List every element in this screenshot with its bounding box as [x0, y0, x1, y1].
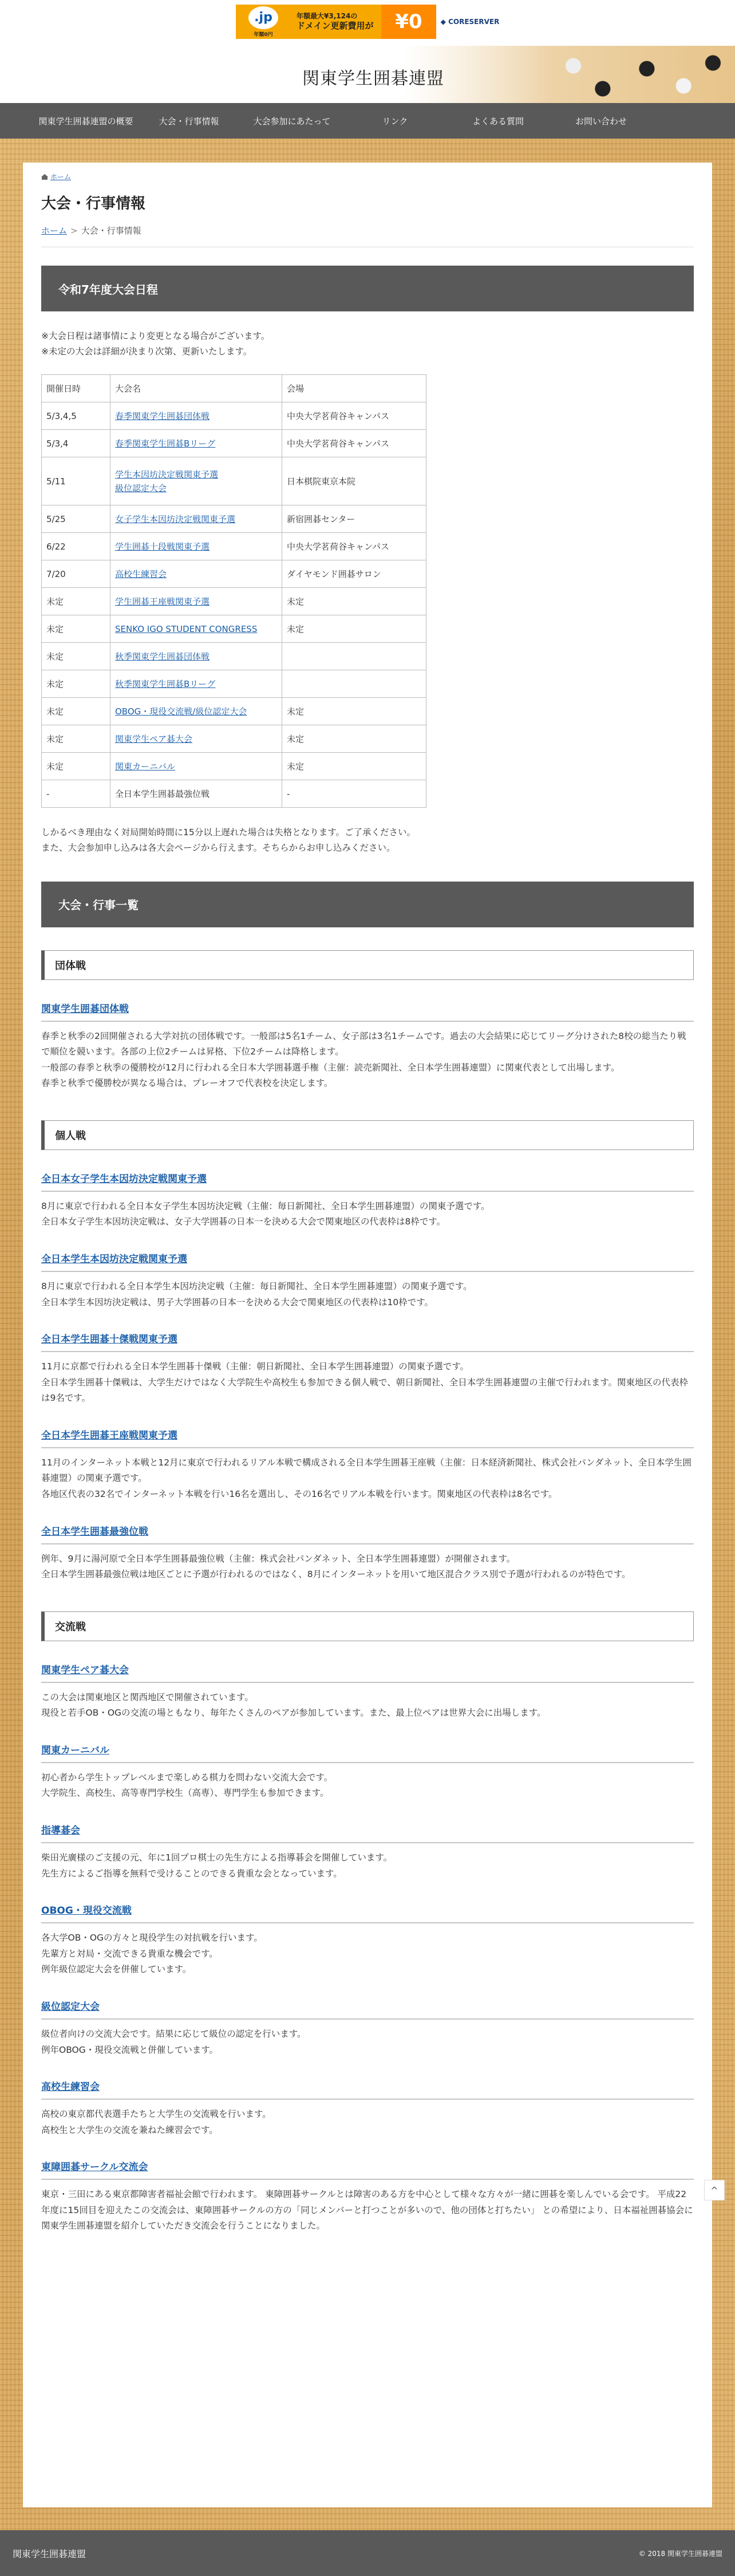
cell-venue: 中央大学茗荷谷キャンパス [282, 430, 426, 457]
header-venue: 会場 [282, 375, 426, 402]
event-description-line: この大会は関東地区と関西地区で開催されています。 [41, 1692, 254, 1702]
cell-name [110, 402, 282, 430]
event-description-line: 例年級位認定大会を併催しています。 [41, 1964, 192, 1975]
cell-name [110, 670, 282, 698]
event-description [41, 1455, 694, 1503]
table-row [42, 698, 426, 725]
event-groups [41, 950, 694, 2235]
event-title-link[interactable]: 全日本学生囲碁最強位戦 [41, 1526, 148, 1538]
cell-name [110, 505, 282, 533]
ad-text [291, 12, 381, 31]
breadcrumb-home-link[interactable]: ホーム [41, 226, 68, 236]
event-description-line: 初心者から学生トップレベルまで楽しめる棋力を問わない交流大会です。 [41, 1772, 333, 1783]
jp-label: .jp [254, 10, 272, 25]
cell-name [110, 753, 282, 780]
event-item [41, 1742, 694, 1801]
event-link[interactable]: 関東学生ペア碁大会 [115, 733, 193, 744]
table-row [42, 725, 426, 753]
event-description-line: 例年OBOG・現役交流戦と併催しています。 [41, 2044, 219, 2055]
event-item [41, 1331, 694, 1406]
cell-name [110, 780, 282, 808]
site-title[interactable]: 関東学生囲碁連盟 [302, 69, 444, 89]
event-description [41, 2187, 694, 2234]
event-description-line: 春季と秋季で優勝校が異なる場合は、プレーオフで代表校を決定します。 [41, 1078, 333, 1089]
cell-date: 7/20 [42, 560, 110, 588]
event-item [41, 1662, 694, 1721]
event-title [41, 2159, 694, 2180]
event-item [41, 1171, 694, 1230]
event-link[interactable]: SENKO IGO STUDENT CONGRESS [115, 623, 258, 634]
cell-name [110, 615, 282, 643]
cell-name [110, 430, 282, 457]
top-ad-strip [0, 0, 735, 46]
ad-line-1: 年額最大¥3,124の [297, 12, 358, 21]
table-row [42, 753, 426, 780]
event-link[interactable]: 春季関東学生囲碁団体戦 [115, 410, 210, 421]
breadcrumb-separator: > [70, 226, 78, 236]
schedule-after-note-2: また、大会参加申し込みは各大会ページから行えます。そちらからお申し込みください。 [41, 843, 396, 854]
nav-item-faq[interactable]: よくある質問 [472, 116, 524, 127]
ad-banner[interactable] [236, 5, 504, 39]
event-description-line: 11月のインターネット本戦と12月に東京で行われるリアル本戦で構成される全日本学生囲碁王座戦（主催：日本経済新聞社、株式会社パンダネット、全日本学生囲碁連盟）の関東予選です。 [41, 1457, 691, 1484]
nav-item-contact[interactable]: お問い合わせ [575, 116, 627, 127]
ad-line-2: ドメイン更新費用が [297, 21, 374, 31]
event-description [41, 1850, 694, 1882]
schedule-after-note-1: しかるべき理由なく対局開始時間に15分以上遅れた場合は失格となります。ご了承ください。 [41, 827, 416, 838]
nav-item-about[interactable]: 関東学生囲碁連盟の概要 [38, 116, 133, 127]
event-link[interactable]: 春季関東学生囲碁Bリーグ [115, 438, 216, 449]
event-description-line: 先生方によるご指導を無料で受けることのできる貴重な会となっています。 [41, 1868, 342, 1879]
footer [0, 2530, 735, 2576]
event-description [41, 1359, 694, 1406]
event-link[interactable]: 女子学生本因坊決定戦関東予選 [115, 513, 236, 524]
table-row [42, 533, 426, 560]
cell-venue: 未定 [282, 615, 426, 643]
event-title [41, 1331, 694, 1352]
cell-name [110, 588, 282, 615]
event-description [41, 2026, 694, 2058]
schedule-note-1: ※大会日程は諸事情により変更となる場合がございます。 [41, 331, 270, 341]
event-link[interactable]: OBOG・現役交流戦/級位認定大会 [115, 706, 247, 717]
cell-venue: ダイヤモンド囲碁サロン [282, 560, 426, 588]
breadcrumb [41, 224, 694, 236]
event-title-link[interactable]: 高校生練習会 [41, 2081, 100, 2093]
event-item [41, 1822, 694, 1882]
event-description-line: 全日本学生囲碁最強位戦は地区ごとに予選が行われるのではなく、8月にインターネットを用いて地区混合クラス別で予選が行われるのが特色です。 [41, 1569, 631, 1580]
event-description-line: 柴田光廣様のご支援の元、年に1回プロ棋士の先生方による指導碁会を開催しています。 [41, 1852, 393, 1863]
cell-venue: 未定 [282, 588, 426, 615]
cell-date: 6/22 [42, 533, 110, 560]
event-title [41, 1251, 694, 1272]
event-description-line: 各大学OB・OGの方々と現役学生の対抗戦を行います。 [41, 1933, 263, 1943]
footer-copyright: © 2018 関東学生囲碁連盟 [638, 2549, 722, 2558]
cell-name [110, 457, 282, 505]
event-description-line: 高校生と大学生の交流を兼ねた練習会です。 [41, 2124, 218, 2135]
cell-date: 5/11 [42, 457, 110, 505]
cell-date: 未定 [42, 588, 110, 615]
event-description [41, 2107, 694, 2138]
event-item [41, 2159, 694, 2234]
cell-venue: 日本棋院東京本院 [282, 457, 426, 505]
cell-date: 5/25 [42, 505, 110, 533]
cell-venue [282, 643, 426, 670]
jp-small-text: 年額0円 [254, 31, 273, 38]
main-content [23, 163, 712, 2507]
table-header-row [42, 375, 426, 402]
cell-venue: 中央大学茗荷谷キャンパス [282, 402, 426, 430]
event-item [41, 2079, 694, 2138]
cell-date: 5/3,4 [42, 430, 110, 457]
category-heading: 団体戦 [41, 950, 694, 980]
event-link[interactable]: 秋季関東学生囲碁Bリーグ [115, 678, 216, 689]
event-title-link[interactable]: 関東学生ペア碁大会 [41, 1664, 129, 1676]
event-item [41, 1998, 694, 2058]
table-row [42, 615, 426, 643]
table-row [42, 643, 426, 670]
event-description-line: 大学院生、高校生、高等専門学校生（高専）、専門学生も参加できます。 [41, 1788, 329, 1799]
event-description [41, 1930, 694, 1978]
table-row [42, 780, 426, 808]
event-link[interactable]: 学生囲碁王座戦関東予選 [115, 596, 210, 607]
event-description [41, 1029, 694, 1092]
event-link[interactable]: 秋季関東学生囲碁団体戦 [115, 651, 210, 662]
top-crumb [41, 172, 694, 181]
event-title [41, 1822, 694, 1843]
table-row [42, 670, 426, 698]
event-description [41, 1770, 694, 1801]
event-link[interactable]: 級位認定大会 [115, 483, 167, 493]
event-title-link[interactable]: 全日本学生本因坊決定戦関東予選 [41, 1253, 187, 1265]
cell-date: 未定 [42, 753, 110, 780]
event-item [41, 1001, 694, 1092]
cell-venue: 未定 [282, 753, 426, 780]
event-title-link[interactable]: 全日本女子学生本因坊決定戦関東予選 [41, 1173, 207, 1185]
breadcrumb-current: 大会・行事情報 [81, 226, 141, 236]
event-description-line: 級位者向けの交流大会です。結果に応じて級位の認定を行います。 [41, 2028, 306, 2039]
cell-venue: - [282, 780, 426, 808]
category-heading: 個人戦 [41, 1120, 694, 1150]
global-nav [0, 103, 735, 139]
cell-name [110, 698, 282, 725]
event-description-line: 春季と秋季の2回開催される大学対抗の団体戦です。一般部は5名1チーム、女子部は3名1チームです。過去の大会結果に応じてリーグ分けされた8校の総当たり戦で順位を競います。各部の上位2チームは昇格、下位2チームは降格します。 [41, 1030, 686, 1057]
home-icon [41, 174, 48, 180]
cell-name [110, 725, 282, 753]
table-row [42, 505, 426, 533]
event-description-line: 各地区代表の32名でインターネット本戦を行い16名を選出し、その16名でリアル本戦を行います。関東地区の代表枠は8名です。 [41, 1489, 558, 1500]
table-row [42, 430, 426, 457]
table-row [42, 588, 426, 615]
event-title [41, 1742, 694, 1763]
event-title [41, 1662, 694, 1683]
cell-name [110, 533, 282, 560]
event-description [41, 1551, 694, 1583]
event-title-link[interactable]: 全日本学生囲碁十傑戦関東予選 [41, 1334, 177, 1346]
event-item [41, 1427, 694, 1503]
event-link[interactable]: 学生囲碁十段戦関東予選 [115, 541, 210, 552]
event-title-link[interactable]: OBOG・現役交流戦 [41, 1905, 132, 1917]
cell-date: - [42, 780, 110, 808]
event-description-line: 東京・三田にある東京都障害者福祉会館で行われます。 東障囲碁サークルとは障害のある方を中心として様々な方々が一緒に囲碁を楽しんでいる会です。 平成22年度に15回目を迎えたこの交流会は、東障囲碁サークルの方の「同じメンバーと打つことが多いので、他の団体と打ちたい」 との希望により、日本福祉囲碁協会に関東学生囲碁連盟を紹介していただき交流会を行うことになりました。 [41, 2189, 693, 2231]
event-item [41, 1902, 694, 1978]
event-description [41, 1199, 694, 1230]
event-description-line: 全日本学生囲碁十傑戦は、大学生だけではなく大学院生や高校生も参加できる個人戦で、朝日新聞社、全日本学生囲碁連盟の主催で行われます。関東地区の代表枠は9名です。 [41, 1377, 688, 1404]
footer-title: 関東学生囲碁連盟 [13, 2548, 86, 2559]
chevron-up-icon: ^ [710, 2184, 718, 2196]
nav-item-events[interactable]: 大会・行事情報 [159, 116, 219, 127]
event-title [41, 1001, 694, 1022]
nav-item-links[interactable]: リンク [382, 116, 408, 127]
event-title-link[interactable]: 級位認定大会 [41, 2001, 100, 2013]
ad-zero-price: ¥0 [381, 5, 436, 39]
event-link[interactable]: 学生本因坊決定戦関東予選 [115, 469, 219, 480]
event-title [41, 2079, 694, 2100]
cell-venue: 未定 [282, 698, 426, 725]
event-description-line: 全日本女子学生本因坊決定戦は、女子大学囲碁の日本一を決める大会で関東地区の代表枠は8枠です。 [41, 1216, 446, 1227]
schedule-after-notes [41, 825, 694, 856]
event-title-link[interactable]: 全日本学生囲碁王座戦関東予選 [41, 1429, 177, 1441]
event-title [41, 1427, 694, 1448]
cell-date: 未定 [42, 643, 110, 670]
event-title-link[interactable]: 東障囲碁サークル交流会 [41, 2162, 148, 2174]
events-heading: 大会・行事一覧 [41, 882, 694, 927]
cell-date: 未定 [42, 698, 110, 725]
event-description-line: 8月に東京で行われる全日本学生本因坊決定戦（主催：毎日新聞社、全日本学生囲碁連盟）の関東予選です。 [41, 1281, 472, 1291]
nav-item-participation[interactable]: 大会参加にあたって [253, 116, 331, 127]
event-item [41, 1251, 694, 1310]
cell-date: 5/3,4,5 [42, 402, 110, 430]
event-description [41, 1279, 694, 1310]
schedule-heading: 令和7年度大会日程 [41, 266, 694, 311]
event-description [41, 1690, 694, 1721]
cell-venue: 新宿囲碁センター [282, 505, 426, 533]
cell-venue: 未定 [282, 725, 426, 753]
event-title [41, 1171, 694, 1192]
event-description-line: 8月に東京で行われる全日本女子学生本因坊決定戦（主催：毎日新聞社、全日本学生囲碁連盟）の関東予選です。 [41, 1200, 490, 1211]
event-description-line: 先輩方と対局・交流できる貴重な機会です。 [41, 1948, 218, 1959]
event-title-link[interactable]: 関東学生囲碁団体戦 [41, 1003, 129, 1015]
cell-date: 未定 [42, 615, 110, 643]
cell-venue: 中央大学茗荷谷キャンパス [282, 533, 426, 560]
event-title [41, 1998, 694, 2020]
event-description-line: 11月に京都で行われる全日本学生囲碁十傑戦（主催：朝日新聞社、全日本学生囲碁連盟）の関東予選です。 [41, 1361, 469, 1372]
cell-date: 未定 [42, 725, 110, 753]
ad-sponsor-logo: ◆ CORESERVER [436, 5, 504, 39]
event-title [41, 1902, 694, 1923]
event-title-link[interactable]: 指導碁会 [41, 1825, 80, 1837]
event-description-line: 全日本学生本因坊決定戦は、男子大学囲碁の日本一を決める大会で関東地区の代表枠は10枠です。 [41, 1297, 433, 1307]
schedule-note-2: ※未定の大会は詳細が決まり次第、更新いたします。 [41, 346, 252, 357]
event-title-link[interactable]: 関東カーニバル [41, 1744, 109, 1756]
event-name: 全日本学生囲碁最強位戦 [115, 788, 210, 799]
schedule-notes [41, 329, 694, 359]
event-description-line: 一般部の春季と秋季の優勝校が12月に行われる全日本大学囲碁選手権（主催：読売新聞社、全日本学生囲碁連盟）に関東代表として出場します。 [41, 1062, 620, 1073]
event-title [41, 1523, 694, 1544]
table-row [42, 402, 426, 430]
event-item [41, 1523, 694, 1583]
site-header [0, 46, 735, 103]
cell-name [110, 560, 282, 588]
header-name: 大会名 [110, 375, 282, 402]
schedule-table [41, 374, 426, 808]
back-to-top-button[interactable] [704, 2180, 725, 2200]
event-description-line: 例年、9月に湯河原で全日本学生囲碁最強位戦（主催：株式会社パンダネット、全日本学生囲碁連盟）が開催されます。 [41, 1553, 516, 1564]
top-crumb-home-link[interactable]: ホーム [50, 173, 72, 181]
event-link[interactable]: 高校生練習会 [115, 568, 167, 579]
category-heading: 交流戦 [41, 1611, 694, 1641]
event-description-line: 現役と若手OB・OGの交流の場ともなり、毎年たくさんのペアが参加しています。また、最上位ペアは世界大会に出場します。 [41, 1708, 546, 1718]
event-description-line: 高校の東京都代表選手たちと大学生の交流戦を行います。 [41, 2109, 271, 2120]
cell-venue [282, 670, 426, 698]
page-title: 大会・行事情報 [41, 195, 146, 212]
cell-name [110, 643, 282, 670]
cell-date: 未定 [42, 670, 110, 698]
table-row [42, 457, 426, 505]
event-link[interactable]: 関東カーニバル [115, 761, 176, 772]
table-row [42, 560, 426, 588]
header-date: 開催日時 [42, 375, 110, 402]
jp-domain-logo [236, 5, 291, 39]
